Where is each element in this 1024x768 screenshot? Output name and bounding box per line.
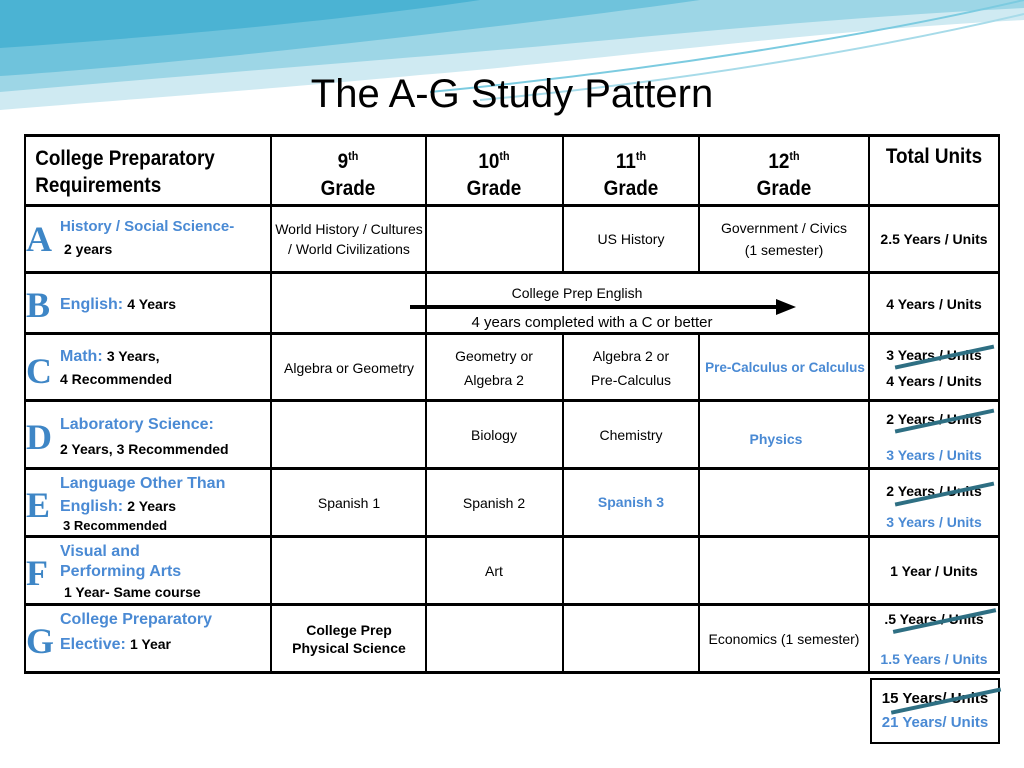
row-letter-a: A (26, 219, 52, 259)
row-divider (24, 271, 1000, 274)
total-old: 15 Years/ Units (881, 690, 989, 707)
units-e (870, 474, 998, 540)
units-old: 2 Years / Units (886, 483, 982, 499)
units-old: 3 Years / Units (886, 347, 982, 363)
units-new: 4 Years / Units (886, 373, 982, 389)
header-total-units (876, 140, 991, 172)
cell-d-grade10: Biology (471, 427, 517, 443)
grade-label: Grade (756, 176, 812, 200)
grade-label: Grade (603, 176, 659, 200)
units-old-struck (884, 599, 983, 639)
ordinal-suffix: th (348, 148, 359, 163)
requirement-d (60, 412, 229, 462)
requirement-b (60, 293, 176, 316)
cell-c-grade11 (564, 337, 698, 399)
cell-line: Algebra 2 (464, 372, 524, 388)
subject-detail: 3 Recommended (63, 518, 168, 533)
units-old-struck (886, 401, 981, 437)
units-new: 3 Years / Units (886, 447, 982, 463)
cell-d-grade12: Physics (749, 431, 803, 447)
subject-detail: 1 Year- Same course (64, 584, 201, 600)
row-letter-c: C (26, 351, 52, 391)
col-divider (998, 134, 1000, 674)
cell-line: Geometry or (455, 348, 533, 364)
table-border-top (24, 134, 1000, 137)
cell-d-grade11: Chemistry (599, 427, 663, 443)
units-d (870, 404, 998, 470)
requirement-g (60, 608, 212, 657)
subject-detail: 2 Years (127, 498, 177, 514)
subject-detail: 3 Years, (106, 348, 160, 364)
ordinal-suffix: th (635, 148, 647, 163)
cell-a-grade11: US History (597, 231, 665, 247)
cell-line: Government / Civics (720, 220, 848, 236)
cell-e-grade10: Spanish 2 (462, 495, 526, 511)
subject-detail: 4 Recommended (60, 371, 173, 387)
subject-label: Elective: (60, 636, 126, 653)
subject-detail: 4 Years (127, 296, 177, 312)
total-old-struck (882, 687, 988, 711)
total-units-box (870, 678, 1000, 744)
subject-label: College Preparatory (60, 611, 213, 628)
grade-number: 12 (768, 149, 790, 173)
units-b: 4 Years / Units (886, 296, 982, 312)
cell-g-grade12: Economics (1 semester) (708, 631, 860, 647)
subject-label: Laboratory Science: (60, 416, 214, 433)
subject-detail: 2 years (64, 241, 113, 257)
cell-f-grade10: Art (485, 563, 503, 579)
header-requirements-line1: College Preparatory (35, 147, 215, 170)
row-letter-d: D (26, 417, 52, 457)
grade-number: 11 (615, 149, 636, 173)
units-old: .5 Years / Units (884, 611, 984, 627)
subject-label: Math: (60, 348, 103, 365)
subject-label: English: (60, 498, 124, 515)
cell-e-grade9: Spanish 1 (317, 495, 381, 511)
cell-e-grade11: Spanish 3 (597, 494, 665, 510)
header-grade-10 (434, 140, 555, 204)
cell-a-grade12 (700, 207, 868, 271)
cell-line: Physical Science (292, 640, 406, 656)
cell-line: College Prep (306, 622, 392, 638)
header-requirements-line2: Requirements (35, 174, 162, 197)
subject-label: Visual and (60, 543, 140, 560)
units-g (870, 605, 998, 673)
cell-a-grade9: World History / Cultures / World Civilizations (275, 221, 423, 257)
subject-label: English: (60, 296, 124, 313)
row-letter-b: B (26, 285, 51, 325)
units-a: 2.5 Years / Units (880, 231, 988, 247)
requirement-e (60, 472, 225, 534)
header-grade-12 (708, 140, 859, 204)
grade-number: 9 (337, 149, 349, 173)
requirement-c (60, 345, 172, 390)
row-letter-g: G (26, 621, 55, 661)
units-f: 1 Year / Units (890, 563, 978, 579)
grade-label: Grade (466, 176, 522, 200)
grade-label: Grade (320, 176, 376, 200)
units-old-struck (886, 476, 981, 507)
units-new: 1.5 Years / Units (880, 651, 988, 667)
ordinal-suffix: th (499, 148, 510, 163)
row-letter-e: E (26, 485, 51, 525)
total-units-label: Total Units (885, 144, 983, 168)
requirement-a (60, 216, 234, 260)
cell-b-span-top: College Prep English (511, 285, 643, 301)
subject-detail: 1 Year (129, 636, 171, 652)
units-new: 3 Years / Units (886, 514, 982, 530)
cell-g-grade9 (272, 606, 426, 672)
grade-number: 10 (478, 149, 500, 173)
header-requirements (28, 140, 244, 204)
subject-label: Performing Arts (60, 563, 182, 580)
cell-c-grade12: Pre-Calculus or Calculus (705, 360, 865, 375)
subject-label: History / Social Science- (60, 218, 235, 235)
total-new: 21 Years/ Units (881, 714, 989, 731)
cell-b-span-bottom: 4 years completed with a C or better (471, 314, 713, 331)
cell-line: Pre-Calculus (590, 372, 672, 388)
cell-line: (1 semester) (744, 242, 824, 258)
subject-label: Language Other Than (60, 475, 226, 492)
units-old: 2 Years / Units (886, 411, 982, 427)
row-letter-f: F (26, 553, 48, 593)
cell-c-grade9: Algebra or Geometry (284, 360, 414, 376)
cell-line: Algebra 2 or (592, 348, 670, 364)
units-old-struck (886, 342, 981, 368)
units-c (870, 337, 998, 399)
cell-c-grade10 (427, 337, 561, 399)
header-grade-9 (280, 140, 417, 204)
subject-detail: 2 Years, 3 Recommended (60, 441, 229, 457)
ordinal-suffix: th (789, 148, 800, 163)
page-title: The A-G Study Pattern (310, 72, 714, 116)
requirement-f (60, 542, 201, 602)
header-grade-11 (571, 140, 692, 204)
